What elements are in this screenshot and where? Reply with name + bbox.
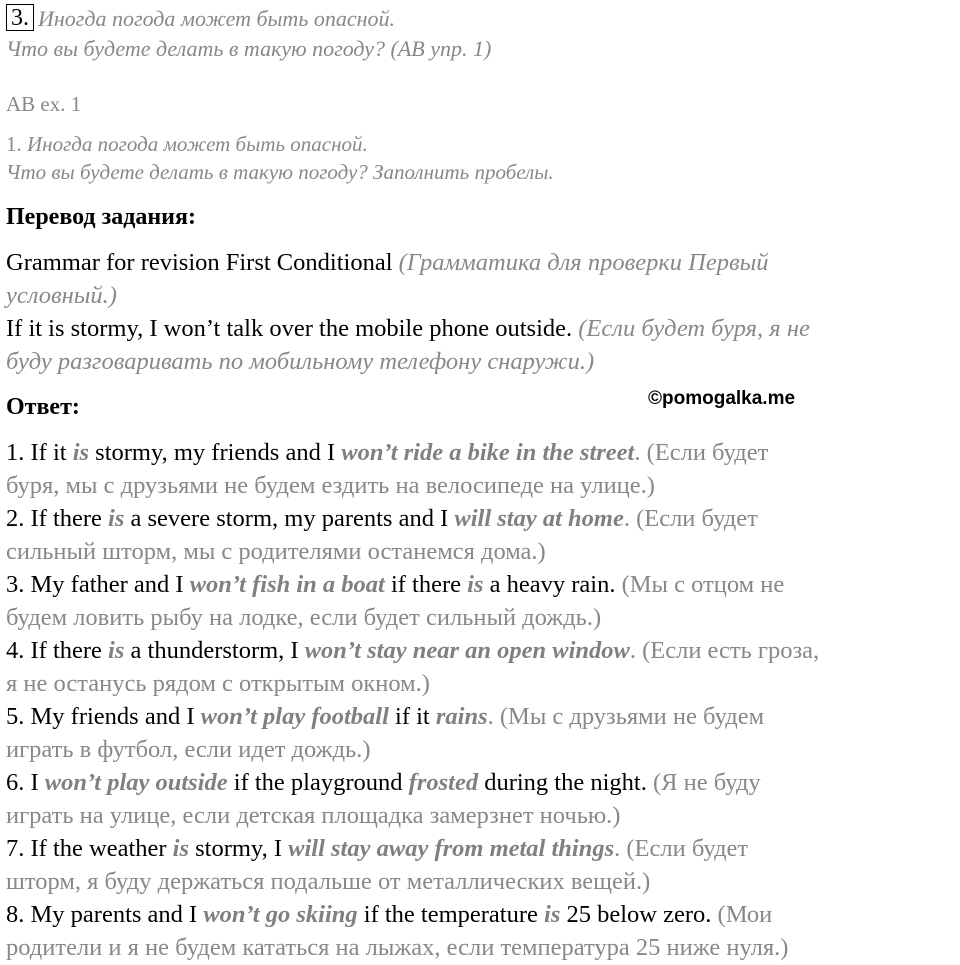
answer-item [6, 634, 960, 700]
answer-translation-continued: будем ловить рыбу на лодке, если будет сильный дождь.) [6, 604, 602, 631]
answer-text: if the temperature [357, 901, 545, 928]
answer-fill: won’t ride a bike in the street [341, 439, 635, 466]
answer-fill: frosted [408, 769, 479, 796]
answer-translation-continued: сильный шторм, мы с родителями останемся дома.) [6, 538, 546, 565]
answer-text: 8. My parents and I [6, 901, 204, 928]
answer-text: a thunderstorm, I [124, 637, 305, 664]
answer-text: a severe storm, my parents and I [124, 505, 455, 532]
answer-sentence [6, 568, 960, 601]
answer-translation: . (Если будет [623, 505, 758, 532]
answer-fill: is [108, 637, 125, 664]
answer-fill: is [544, 901, 561, 928]
answer-item [6, 766, 960, 832]
answer-list [6, 436, 960, 964]
answer-text: 2. If there [6, 505, 109, 532]
answer-text: if there [384, 571, 468, 598]
task-number-box: 3. [6, 4, 34, 31]
example-translation-2: буду разговаривать по мобильному телефону снаружи.) [6, 348, 595, 375]
example-translation-1: (Если будет буря, я не [578, 315, 810, 342]
grammar-translation-2: условный.) [6, 282, 117, 309]
answer-text: 3. My father and I [6, 571, 190, 598]
answer-text: if it [388, 703, 436, 730]
answer-sentence [6, 766, 960, 799]
grammar-translation-1: (Грамматика для проверки Первый [398, 249, 769, 276]
exercise-description [6, 130, 554, 186]
task-question: Что вы будете делать в такую погоду? (AB упр. 1) [6, 36, 492, 61]
answer-fill: is [72, 439, 90, 466]
answer-text: 25 below zero. [560, 901, 718, 928]
answer-sentence [6, 436, 960, 469]
grammar-block [6, 246, 810, 378]
answer-text: stormy, I [189, 835, 289, 862]
answer-text: if the playground [227, 769, 409, 796]
answer-text: 5. My friends and I [6, 703, 201, 730]
answer-translation: (Мы с отцом не [621, 571, 785, 598]
answer-translation: . (Мы с друзьями не будем [487, 703, 765, 730]
answer-fill: will stay at home [454, 505, 624, 532]
answer-heading: Ответ: [6, 394, 80, 420]
answer-translation-continued: буря, мы с друзьями не будем ездить на велосипеде на улице.) [6, 472, 655, 499]
answer-text: 4. If there [6, 637, 109, 664]
answer-fill: won’t play football [200, 703, 389, 730]
answer-fill: won’t stay near an open window [304, 637, 630, 664]
answer-fill: is [108, 505, 125, 532]
exercise-number: 1. [6, 132, 22, 156]
answer-fill: will stay away from metal things [288, 835, 615, 862]
answer-text: stormy, my friends and I [89, 439, 342, 466]
answer-text: 1. If it [6, 439, 73, 466]
answer-translation-continued: шторм, я буду держаться подальше от металлических вещей.) [6, 868, 651, 895]
answer-translation: . (Если будет [634, 439, 769, 466]
answer-item [6, 436, 960, 502]
answer-fill: won’t go skiing [203, 901, 358, 928]
answer-fill: is [467, 571, 484, 598]
exercise-line-2: Что вы будете делать в такую погоду? Заполнить пробелы. [6, 160, 554, 184]
answer-item [6, 898, 960, 964]
exercise-line-1: Иногда погода может быть опасной. [27, 132, 368, 156]
translation-heading: Перевод задания: [6, 204, 196, 230]
answer-item [6, 502, 960, 568]
answer-sentence [6, 634, 960, 667]
answer-item [6, 700, 960, 766]
example-sentence: If it is stormy, I won’t talk over the mobile phone outside. [6, 315, 573, 342]
grammar-title: Grammar for revision First Conditional [6, 249, 393, 276]
answer-translation-continued: родители и я не будем кататься на лыжах, если температура 25 ниже нуля.) [6, 934, 789, 961]
answer-text: 6. I [6, 769, 45, 796]
answer-translation-continued: играть в футбол, если идет дождь.) [6, 736, 371, 763]
exercise-reference: AB ex. 1 [6, 92, 82, 116]
answer-translation: . (Если есть гроза, [629, 637, 820, 664]
answer-fill: won’t fish in a boat [189, 571, 385, 598]
answer-translation: (Мои [717, 901, 773, 928]
answer-item [6, 568, 960, 634]
task-title: Иногда погода может быть опасной. [38, 6, 396, 31]
answer-fill: rains [435, 703, 488, 730]
answer-sentence [6, 502, 960, 535]
answer-sentence [6, 700, 960, 733]
watermark: ©pomogalka.me [648, 388, 796, 409]
task-header [6, 4, 491, 64]
answer-fill: is [172, 835, 189, 862]
answer-text: a heavy rain. [483, 571, 622, 598]
answer-translation: . (Если будет [614, 835, 749, 862]
answer-fill: won’t play outside [44, 769, 228, 796]
answer-translation-continued: играть на улице, если детская площадка замерзнет ночью.) [6, 802, 621, 829]
answer-text: 7. If the weather [6, 835, 173, 862]
answer-sentence [6, 898, 960, 931]
answer-sentence [6, 832, 960, 865]
task-header-line-1 [6, 4, 491, 34]
answer-translation-continued: я не останусь рядом с открытым окном.) [6, 670, 430, 697]
answer-translation: (Я не буду [652, 769, 761, 796]
answer-text: during the night. [478, 769, 653, 796]
answer-item [6, 832, 960, 898]
